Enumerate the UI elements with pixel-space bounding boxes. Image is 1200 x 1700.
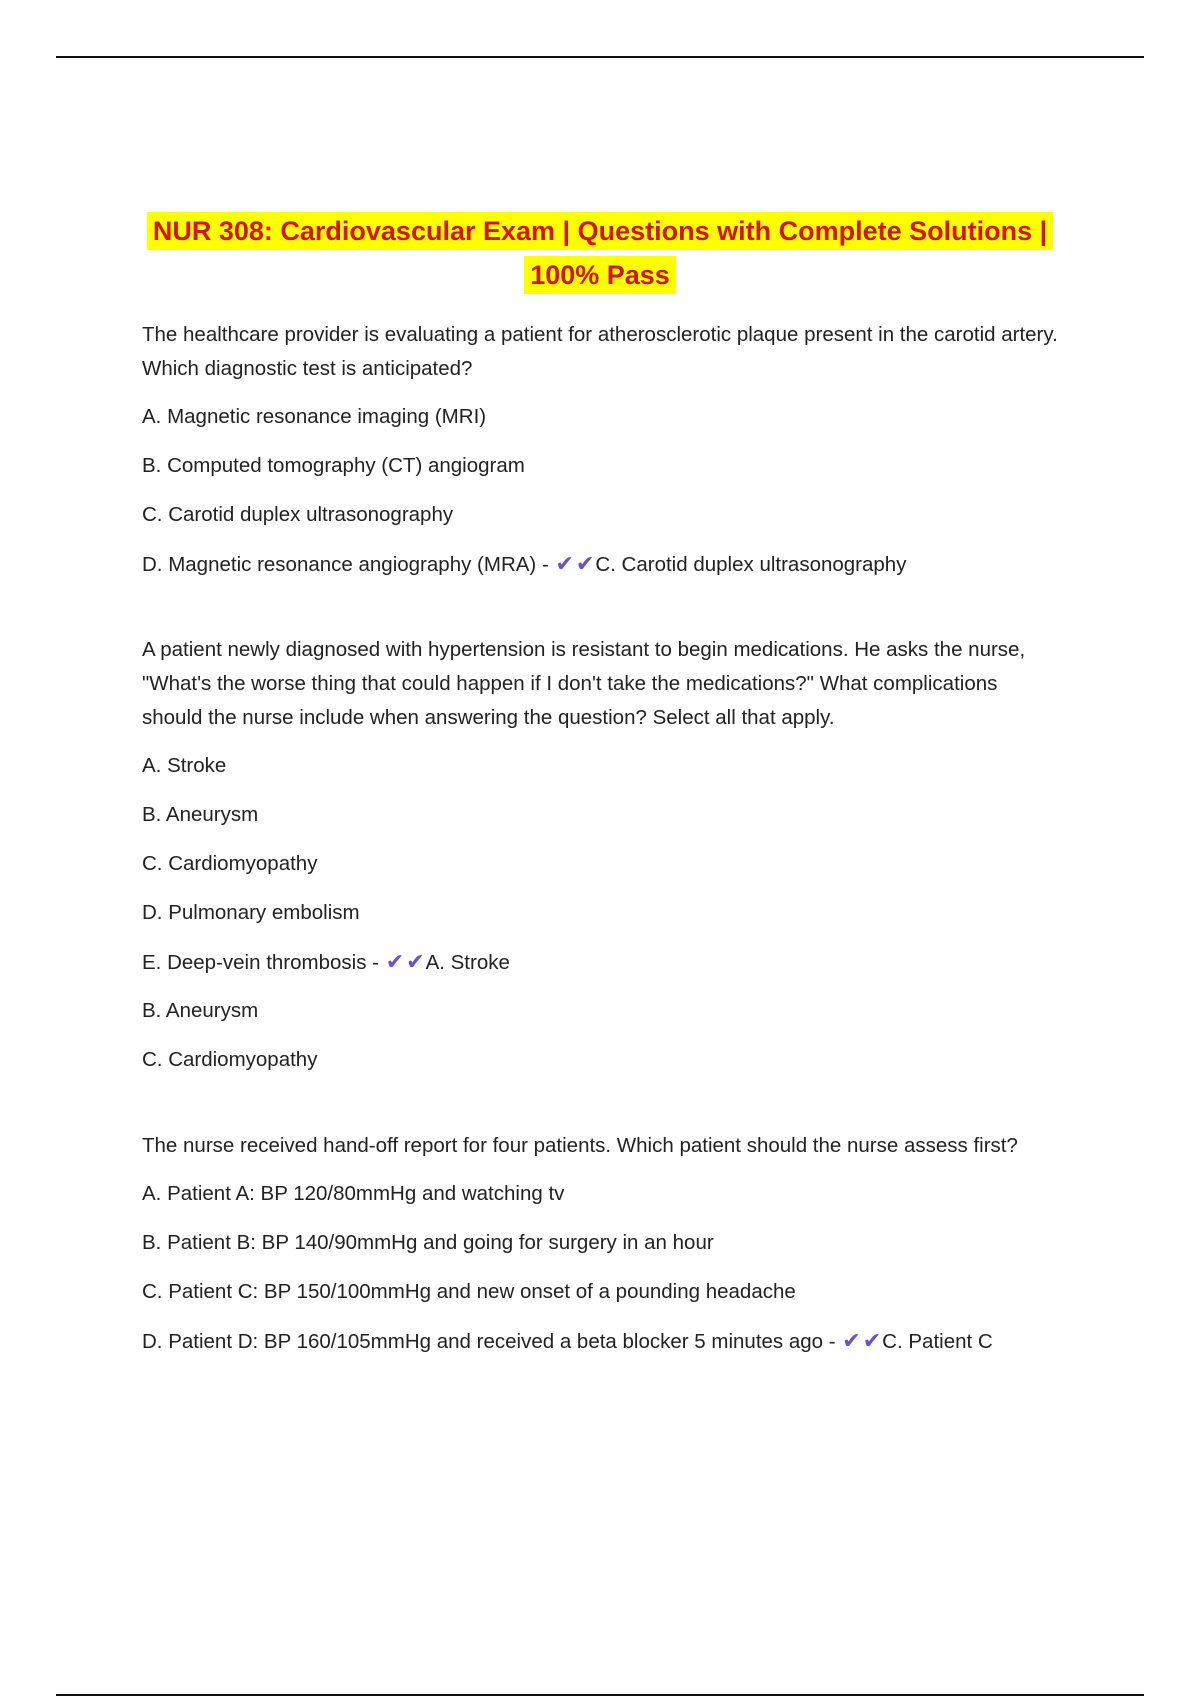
header-rule xyxy=(56,56,1144,58)
title-line-2: 100% Pass xyxy=(524,256,676,294)
answer-continuation: C. Cardiomyopathy xyxy=(142,1048,318,1071)
option: C. Cardiomyopathy xyxy=(142,852,318,875)
option: D. Patient D: BP 160/105mmHg and received a beta blocker 5 minutes ago - xyxy=(142,1330,836,1353)
option-with-answer xyxy=(142,1324,1062,1358)
option: C. Carotid duplex ultrasonography xyxy=(142,503,454,526)
option: D. Pulmonary embolism xyxy=(142,901,360,924)
question-text: A patient newly diagnosed with hypertension is resistant to begin medications. He asks the nurse, "What's the worse thing that could happen if I don't take the medications?" What complications should the nurse include when answering the question? Select all that apply. xyxy=(142,638,1026,729)
option: E. Deep-vein thrombosis - xyxy=(142,951,379,974)
checkmark-icon: ✔ xyxy=(842,1328,861,1353)
option-with-answer xyxy=(142,547,1062,581)
answer-text: C. Patient C xyxy=(882,1330,993,1353)
footer-rule xyxy=(56,1694,1144,1696)
question-block-3 xyxy=(142,1129,1062,1358)
answer-continuation: B. Aneurysm xyxy=(142,999,259,1022)
option: A. Stroke xyxy=(142,754,227,777)
question-text: The nurse received hand-off report for four patients. Which patient should the nurse assess first? xyxy=(142,1134,1018,1157)
checkmark-icon: ✔ xyxy=(862,1328,882,1353)
answer-text: A. Stroke xyxy=(425,951,510,974)
checkmark-icon: ✔ xyxy=(406,949,425,974)
option: B. Computed tomography (CT) angiogram xyxy=(142,454,525,477)
checkmark-icon: ✔ xyxy=(555,551,574,576)
option: D. Magnetic resonance angiography (MRA) - xyxy=(142,553,549,576)
document-title xyxy=(100,212,1100,300)
title-line-1: NUR 308: Cardiovascular Exam | Questions with Complete Solutions | xyxy=(147,212,1053,250)
option: B. Aneurysm xyxy=(142,803,259,826)
question-list xyxy=(142,318,1062,1410)
option: A. Magnetic resonance imaging (MRI) xyxy=(142,405,487,428)
question-block-1 xyxy=(142,318,1062,581)
question-block-2 xyxy=(142,633,1062,1077)
checkmark-icon: ✔ xyxy=(575,551,595,576)
option: C. Patient C: BP 150/100mmHg and new onset of a pounding headache xyxy=(142,1280,796,1303)
question-text: The healthcare provider is evaluating a patient for atherosclerotic plaque present in the carotid artery. Which diagnostic test is anticipated? xyxy=(142,323,1058,380)
answer-text: C. Carotid duplex ultrasonography xyxy=(595,553,907,576)
option-with-answer xyxy=(142,945,1062,979)
checkmark-icon: ✔ xyxy=(385,949,405,974)
option: B. Patient B: BP 140/90mmHg and going for surgery in an hour xyxy=(142,1231,714,1254)
option: A. Patient A: BP 120/80mmHg and watching tv xyxy=(142,1182,565,1205)
